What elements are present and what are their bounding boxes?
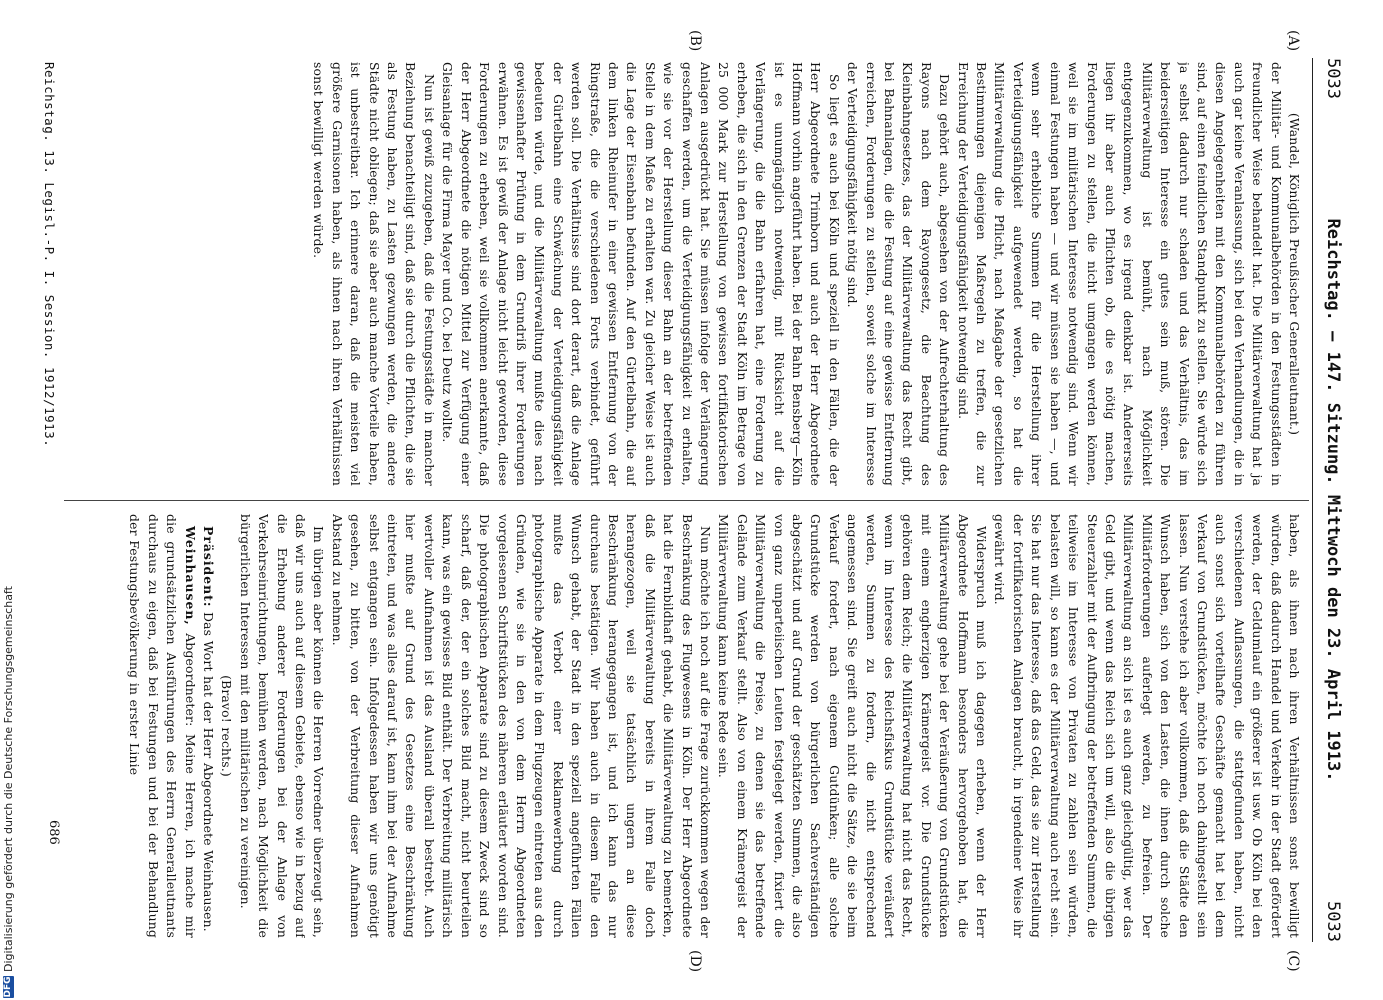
paragraph: Im übrigen aber können die Herren Vorredner überzeugt sein, daß wir uns auch auf diesem Gebiete, ebenso wie in bezug auf die Erhebung anderer Forderungen bei der Anlage von Verkehrseinrichtungen, bemühen werden, nach Möglichkeit die bürgerlichen Interessen mit den militärischen zu vereinigen. — [237, 514, 327, 938]
digitization-credit — [2, 586, 15, 998]
paragraph: So liegt es auch bei Köln und speziell in den Fällen, die der Herr Abgeordnete Trimborn und auch der Herr Abgeordnete Hoffmann vorhin angeführt haben. Bei der Bahn Bensberg—Köln ist es unumgänglich notwendig, mit Rücksicht auf die Verlängerung, die die Bahn erfahren hat, eine Forderung zu erheben, die sich in den Grenzen der Stadt Köln im Betrage von 25 000 Mark zur Herstellung von gewissen fortifikatorischen Anlagen ausgedrückt hat. Sie müssen infolge der Verlängerung geschaffen werden, um die Verteidigungsfähigkeit zu erhalten, wie sie vor der Herstellung dieser Bahn an der betreffenden Stelle in dem Maße zu erhalten war. Zu gleicher Weise ist auch die Lage der Eisenbahn befunden. Auf den Gürtelbahn, die auf dem linken Rheinufer in einer gewissen Entfernung von der Ringstraße, die die verschiedenen Forts verbindet, geführt werden soll. Die Verhältnisse sind dort derart, daß die Anlage der Gürtelbahn eine Schwächung der Verteidigungsfähigkeit bedeuten würde, und die Militärverwaltung mußte dies nach gewissenhafter Prüfung in dem Grundriß ihrer Forderungen erwähnen. Es ist gewiß der Anlage nicht leicht geworden, diese Forderungen zu erheben, weil sie vollkommen anerkannte, daß der Herr Abgeordnete die nötigen Mittel zur Verfügung einer Gleisanlage für die Firma Mayer und Co. bei Deutz wollte. — [440, 62, 842, 486]
paragraph: Widerspruch muß ich dagegen erheben, wenn der Herr Abgeordnete Hoffmann besonders hervorgehoben hat, die Militärverwaltung gehe bei der Veräußerung von Grundstücken mit einem engherzigen Krämergeist vor. Die Grundstücke gehören dem Reich; die Militärverwaltung hat nicht das Recht, wenn im Interesse des Reichsfiskus Grundstücke veräußert werden, Summen zu fordern, die nicht entsprechend angemessen sind. Sie greift auch nicht die Sätze, die sie beim Verkauf fordert, nach eigenem Gutdünken; alle solche Grundstücke werden von bürgerlichen Sachverständigen abgeschätzt und auf Grund der geschätzten Summen, die also von ganz unparteiischen Leuten festgelegt werden, fixiert die Militärverwaltung die Preise, zu denen sie das betreffende Gelände zum Verkauf stellt. Also von einem Krämergeist der Militärverwaltung kann keine Rede sein. — [716, 514, 990, 938]
paragraph: (Wandel, Königlich Preußischer Generalleutnant.) — [1287, 112, 1302, 436]
paragraph: Nun möchte ich noch auf die Frage zurückkommen wegen der Beschränkung des Flugwesens in Köln. Der Herr Abgeordnete hat die Fernbildhaft gehabt, die Militärverwaltung zu bemerken, daß die Militärverwaltung bereits in ihrem Falle doch herangezogen, weil sie tatsächlich ungern an diese Beschränkung herangegangen ist, und ich kann das nur durchaus bestätigen. Wir haben auch in diesem Falle den Wunsch gehabt, der Stadt in den speziell angeführten Fällen mußte das Verbot einer Reklamewerbung durch photographische Apparate in dem Flugzeugen eintreten aus den Gründen, wie sie in den von dem Herrn Abgeordneten vorgelesenen Schriftstücken des näheren erläutert worden sind. Die photographischen Apparate sind zu diesem Zweck sind so scharf, daß der, der ein solches Bild macht, nicht beurteilen kann, was ein gewisses Bild enthält. Der Verbreitung militärisch wertvoller Aufnahmen ist das Ausland überall bestrebt. Auch hier mußte auf Grund des Gesetzes eine Beschränkung eintreten, und was alles darauf ist, kann ihm bei der Aufnahme selbst entgangen sein. Infolgedessen haben wir uns genötigt gesehen, zu bitten, von der Verbreitung dieser Aufnahmen Abstand zu nehmen. — [329, 514, 713, 938]
footer-legislature: Reichstag. 13. Legisl.-P. I. Session. 1912/1913. — [42, 62, 57, 448]
left-column — [83, 62, 1303, 486]
paragraph: haben, als ihnen nach ihren Verhältnissen sonst bewilligt würden, daß dadurch Handel und Verkehr in der Stadt gefördert werden, der Geldumlauf ein größerer ist usw. Ob Köln bei den verschiedenen Auflassungen, die stattgefunden haben, nicht auch sonst sich vorteilhafte Geschäfte gemacht hat bei dem Verkauf von Grundstücken, möchte ich noch dahingestellt sein lassen. Nun verstehe ich aber vollkommen, daß die Städte den Wunsch haben, sich von den Lasten, die ihnen durch solche Militärforderungen auferlegt werden, zu befreien. Der Militärverwaltung an sich ist es auch ganz gleichgültig, wer das Geld gibt, und wenn das Reich sich um will, also die übrigen Steuerzahler mit der Aufbringung der betreffenden Summen, die teilweise im Interesse von Privaten zu zahlen sein würden, belasten will, so kann es der Militärverwaltung auch recht sein. Sie hat nur das Interesse, daß das Geld, das sie zur Herstellung der fortifikatorischen Anlagen braucht, in irgendeiner Weise ihr gewährt wird. — [992, 514, 1302, 938]
header-title: Reichstag. — 147. Sitzung. Mittwoch den 23. April 1913. — [1323, 218, 1343, 782]
paragraph: Präsident: Das Wort hat der Herr Abgeordnete Weinhausen. — [201, 526, 217, 932]
speaker-name: Präsident: — [201, 526, 217, 608]
header-page-left: 5033 — [1323, 58, 1343, 99]
margin-marker-d: (D) — [687, 950, 703, 973]
speaker-name: Weinhausen, — [182, 526, 198, 626]
header-rule — [1312, 58, 1313, 942]
right-column — [83, 514, 1303, 938]
column-divider — [64, 500, 1309, 501]
paragraph: Nun ist gewiß zuzugeben, daß die Festungsstädte in mancher Beziehung benachteiligt sind, daß sie durch die Pflichten, die sie als Festung haben, zu Lasten gezwungen werden, die andere Städte nicht obliegen; daß sie aber auch manche Vorteile haben, ist unbestreitbar. Ich erinnere daran, daß die meisten viel größere Garnisonen haben, als ihnen nach ihren Verhältnissen sonst bewilligt werden würde. — [311, 62, 437, 486]
dfg-logo: DFG — [3, 976, 13, 998]
header-page-right: 5033 — [1323, 901, 1343, 942]
paragraph: der Militär- und Kommunalbehörden in den Festungsstädten in freundlicher Weise behandelt hat. Die Militärverwaltung hat ja auch gar keine Veranlassung, sich bei den Verhandlungen, die in diesen Angelegenheiten mit den Kommunalbehörden zu führen sind, auf einen feindlichen Standpunkt zu stellen. Sie würde sich ja selbst dadurch nur schaden und das Verhältnis, das im beiderseitigen Interesse ein gutes sein muß, stören. Die Militärverwaltung ist bemüht, nach Möglichkeit entgegenzukommen, wo es irgend denkbar ist. Andererseits liegen ihr aber auch Pflichten ob, die es nötig machen, Forderungen zu stellen, die nicht umgangen werden können, weil sie im militärischen Interesse notwendig sind. Wenn wir einmal Festungen haben — und wir müssen sie haben —, und wenn sehr erhebliche Summen für die Herstellung ihrer Verteidigungsfähigkeit aufgewendet werden, so hat die Militärverwaltung die Pflicht, nach Maßgabe der gesetzlichen Bestimmungen diejenigen Maßregeln zu treffen, die zur Erreichung der Verteidigungsfähigkeit notwendig sind. — [955, 62, 1284, 486]
margin-marker-b: (B) — [687, 30, 703, 52]
margin-marker-c: (C) — [1285, 950, 1301, 972]
margin-marker-a: (A) — [1285, 30, 1301, 52]
paragraph: Dazu gehört auch, abgesehen von der Aufrechterhaltung des Rayons nach dem Rayongesetz, die Beachtung des Kleinbahngesetzes, das der Militärverwaltung das Recht gibt, bei Bahnanlagen, die die Festung auf eine gewisse Entfernung erreichen, Forderungen zu stellen, soweit solche im Interesse der Verteidigungsfähigkeit nötig sind. — [845, 62, 953, 486]
paragraph: Weinhausen, Abgeordneter: Meine Herren, ich mache mir die grundsätzlichen Ausführungen des Herrn Generalleutnants durchaus zu eigen, daß bei Festungen und bei der Behandlung der Festungsbevölkerung in erster Linie — [127, 514, 198, 938]
page-number: 686 — [46, 820, 61, 845]
credit-text: Digitalisierung gefördert durch die Deutsche Forschungsgemeinschaft — [2, 586, 15, 972]
running-header — [1315, 58, 1343, 942]
paragraph: (Bravo! rechts.) — [219, 675, 235, 777]
